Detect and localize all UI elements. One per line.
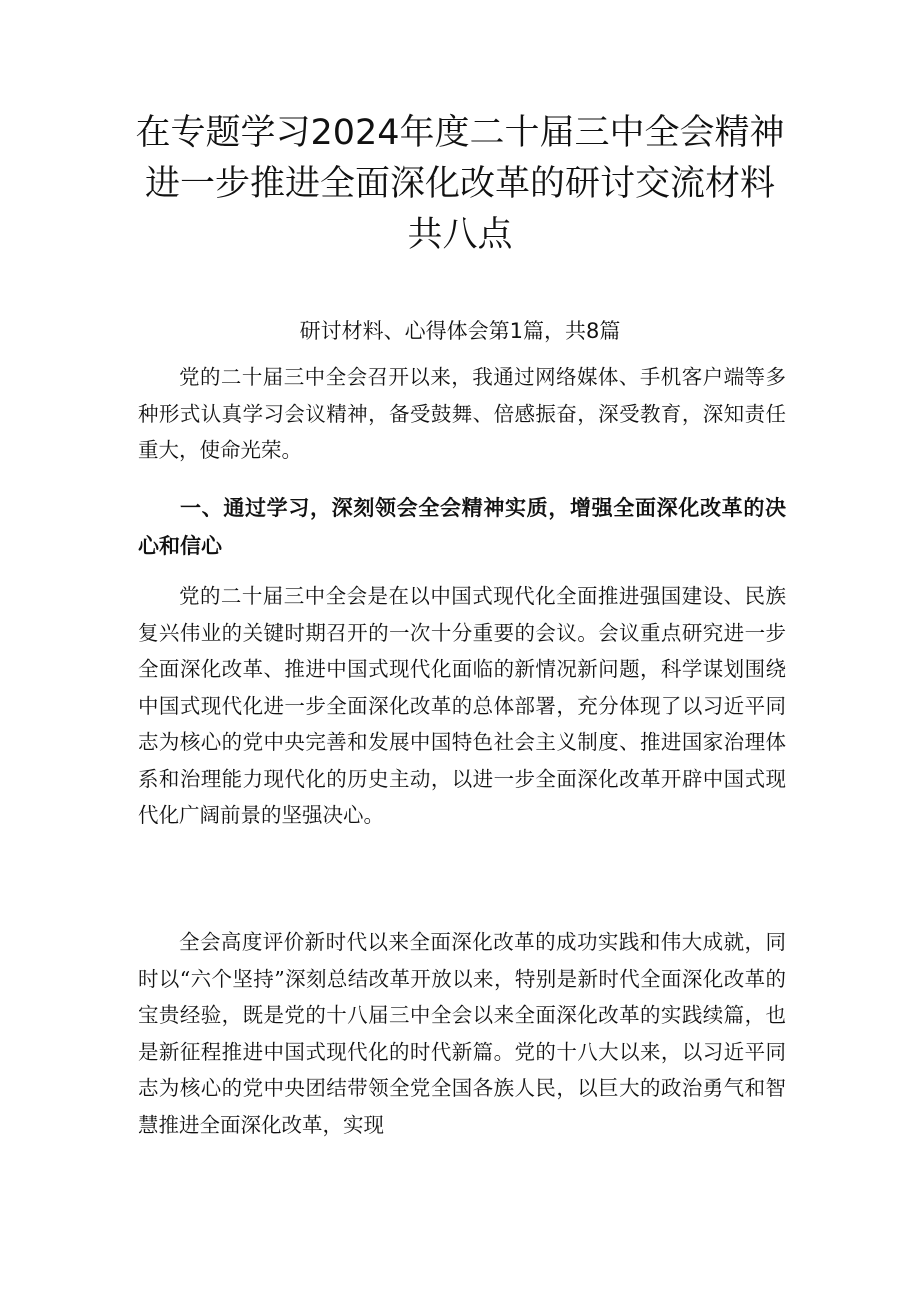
section-heading-1: 一、通过学习，深刻领会全会精神实质，增强全面深化改革的决心和信心 <box>138 496 786 558</box>
title-line-1: 在专题学习2024年度二十届三中全会精神 <box>135 113 785 153</box>
document-subtitle: 研讨材料、心得体会第1篇，共8篇 <box>299 319 621 343</box>
title-line-2: 进一步推进全面深化改革的研讨交流材料 <box>144 164 775 204</box>
section-paragraph-2: 全会高度评价新时代以来全面深化改革的成功实践和伟大成就，同时以“六个坚持”深刻总结改革开放以来，特别是新时代全面深化改革的宝贵经验，既是党的十八届三中全会以来全面深化改革的实践续篇，也是新征程推进中国式现代化的时代新篇。党的十八大以来，以习近平同志为核心的党中央团结带领全党全国各族人民，以巨大的政治勇气和智慧推进全面深化改革，实现 <box>138 930 786 1137</box>
section-paragraph-1: 党的二十届三中全会是在以中国式现代化全面推进强国建设、民族复兴伟业的关键时期召开的一次十分重要的会议。会议重点研究进一步全面深化改革、推进中国式现代化面临的新情况新问题，科学谋划围绕中国式现代化进一步全面深化改革的总体部署，充分体现了以习近平同志为核心的党中央完善和发展中国特色社会主义制度、推进国家治理体系和治理能力现代化的历史主动，以进一步全面深化改革开辟中国式现代化广阔前景的坚强决心。 <box>138 584 786 827</box>
title-line-3: 共八点 <box>407 215 513 255</box>
intro-paragraph: 党的二十届三中全会召开以来，我通过网络媒体、手机客户端等多种形式认真学习会议精神，备受鼓舞、倍感振奋，深受教育，深知责任重大，使命光荣。 <box>138 365 786 462</box>
document-title <box>120 108 800 261</box>
